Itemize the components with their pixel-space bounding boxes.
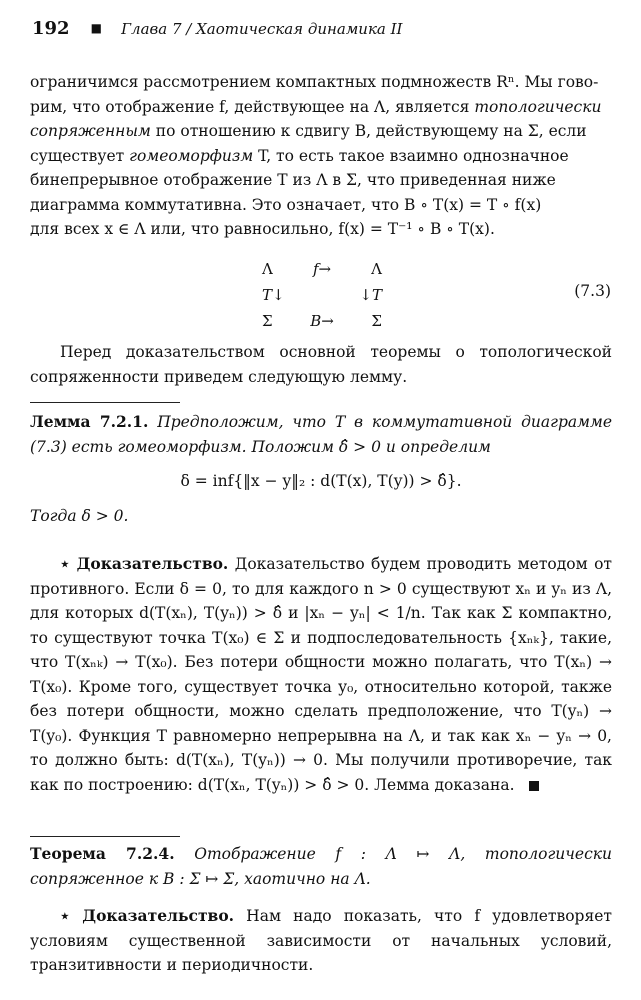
theorem-label: Теорема 7.2.4.: [30, 844, 175, 863]
text-line: рим, что отображение f, действующее на Λ, является топологически: [30, 97, 602, 116]
theorem-block: [30, 842, 612, 891]
lemma-conclusion: Тогда δ > 0.: [30, 506, 129, 525]
diagram-node: Σ: [371, 312, 382, 330]
theorem-text: Отображение f : Λ ↦ Λ, топологически сопряженное к B : Σ ↦ Σ, хаотично на Λ.: [30, 845, 612, 888]
text-line: бинепрерывное отображение T из Λ в Σ, что приведенная ниже: [30, 171, 556, 189]
text-line: сопряженным по отношению к сдвигу B, действующему на Σ, если: [30, 122, 587, 140]
page-header: [32, 18, 402, 39]
diagram-arrow: B→: [310, 312, 334, 330]
equation-number: (7.3): [574, 282, 611, 300]
commutative-diagram: [262, 256, 382, 334]
lemma-block: [30, 410, 612, 528]
lemma-label: Лемма 7.2.1.: [30, 412, 149, 431]
proof-one: [30, 552, 612, 797]
diagram-node: Λ: [262, 260, 273, 278]
page-number: 192: [32, 18, 70, 39]
text-line: диаграмма коммутативна. Это означает, что B ∘ T(x) = T ∘ f(x): [30, 195, 542, 214]
proof-two: [30, 904, 612, 978]
header-bullet: ■: [90, 21, 103, 35]
chapter-title: Глава 7 / Хаотическая динамика II: [121, 20, 403, 38]
proof-text: Доказательство будем проводить методом от противного. Если δ = 0, то для каждого n > 0 существуют xₙ и yₙ из Λ, для которых d(T(xₙ), T(yₙ)) > δ̂ и |xₙ − yₙ| < 1/n. Так как Σ компактно, то существуют точка T(x₀) ∈ Σ и подпоследовательность {xₙₖ}, такие, что T(xₙₖ) → T(x₀). Без потери общности можно полагать, что T(xₙ) → T(x₀). Кроме того, существует точка y₀, относительно которой, также без потери общности, можно сделать предположение, что T(yₙ) → T(y₀). Функция T равномерно непрерывна на Λ, и так как xₙ − yₙ → 0, то должно быть: d(T(xₙ), T(yₙ)) → 0. Мы получили противоречие, так как по построению: d(T(xₙ, T(yₙ)) > δ̂ > 0. Лемма доказана.: [30, 555, 612, 794]
intro-paragraph: [30, 70, 612, 242]
lemma-text: Предположим, что T в коммутативной диаграмме (7.3) есть гомеоморфизм. Положим δ̂ > 0 и определим: [30, 413, 612, 456]
qed-symbol: [529, 781, 539, 791]
text-line: для всех x ∈ Λ или, что равносильно, f(x) = T⁻¹ ∘ B ∘ T(x).: [30, 220, 495, 238]
diagram-arrow: ↓T: [359, 286, 382, 304]
proof-text: Нам надо показать, что f удовлетворяет условиям существенной зависимости от начальных условий, транзитивности и периодичности.: [30, 907, 613, 974]
text-line: ограничимся рассмотрением компактных подмножеств Rⁿ. Мы гово-: [30, 73, 599, 91]
section-rule: [30, 402, 180, 403]
before-lemma-paragraph: Перед доказательством основной теоремы о топологической сопряженности приведем следующую лемму.: [30, 343, 612, 386]
section-rule: [30, 836, 180, 837]
proof-label: ⋆ Доказательство.: [60, 554, 229, 573]
diagram-arrow: T↓: [262, 286, 285, 304]
diagram-node: Λ: [371, 260, 382, 278]
text-line: существует гомеоморфизм T, то есть такое взаимно однозначное: [30, 146, 569, 165]
proof-label: ⋆ Доказательство.: [60, 906, 235, 925]
diagram-node: Σ: [262, 312, 273, 330]
diagram-arrow: f→: [312, 260, 332, 278]
lemma-formula: δ = inf{‖x − y‖₂ : d(T(x), T(y)) > δ̂}.: [180, 472, 462, 490]
